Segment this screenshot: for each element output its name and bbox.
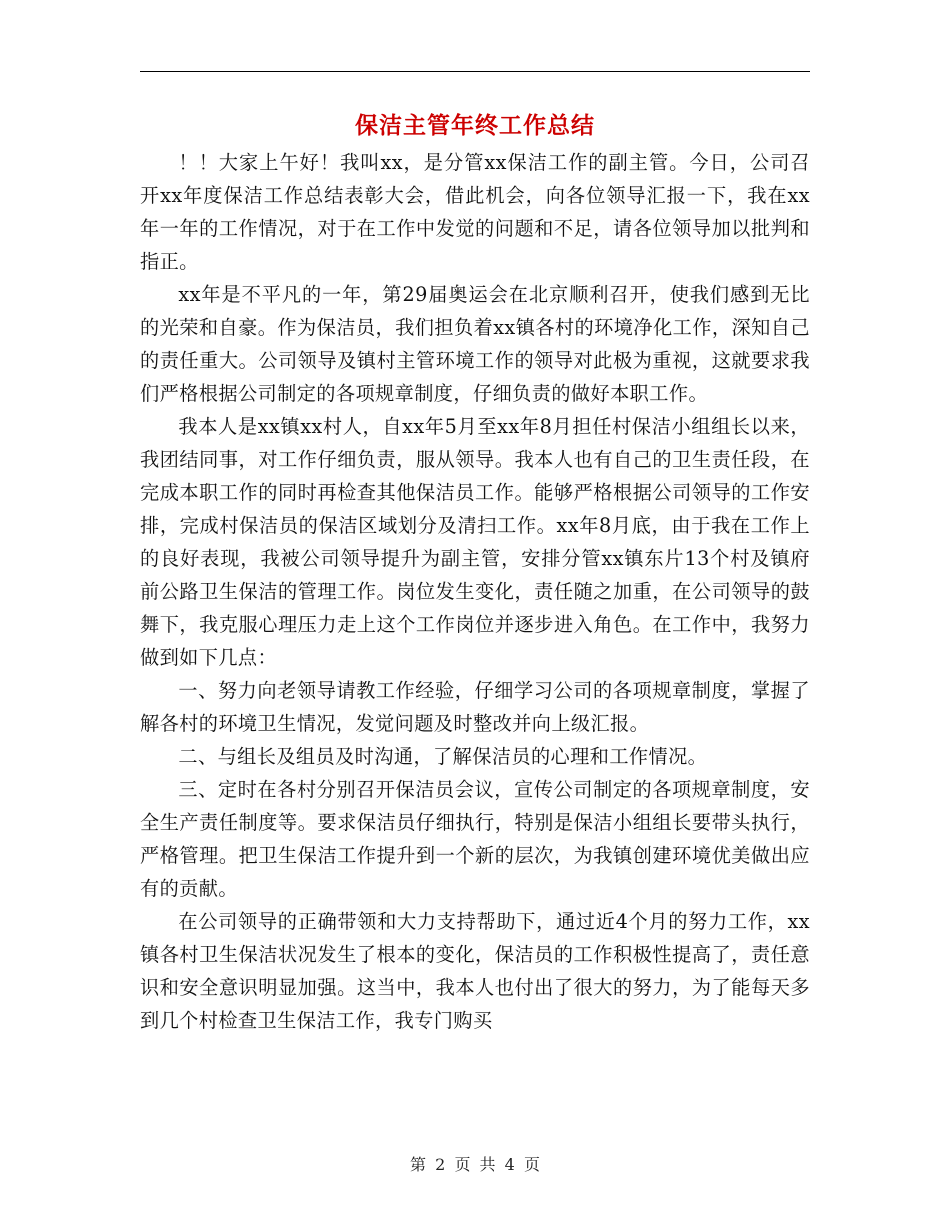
paragraph-personal-role: 我本人是xx镇xx村人，自xx年5月至xx年8月担任村保洁小组组长以来，我团结同事，对工作仔细负责，服从领导。我本人也有自己的卫生责任段，在完成本职工作的同时再检查其他保洁员工作。能够严格根据公司领导的工作安排，完成村保洁员的保洁区域划分及清扫工作。xx年8月底，由于我在工作上的良好表现，我被公司领导提升为副主管，安排分管xx镇东片13个村及镇府前公路卫生保洁的管理工作。岗位发生变化，责任随之加重，在公司领导的鼓舞下，我克服心理压力走上这个工作岗位并逐步进入角色。在工作中，我努力做到如下几点： [140,415,810,669]
paragraph-point-two: 二、与组长及组员及时沟通，了解保洁员的心理和工作情况。 [178,745,708,768]
paragraph-year-overview: xx年是不平凡的一年，第29届奥运会在北京顺利召开，使我们感到无比的光荣和自豪。作为保洁员，我们担负着xx镇各村的环境净化工作，深知自己的责任重大。公司领导及镇村主管环境工作的领导对此极为重视，这就要求我们严格根据公司制定的各项规章制度，仔细负责的做好本职工作。 [140,283,810,405]
paragraph-point-one: 一、努力向老领导请教工作经验，仔细学习公司的各项规章制度，掌握了解各村的环境卫生情况，发觉问题及时整改并向上级汇报。 [140,679,810,735]
footer-current-page: 2 [435,1155,446,1174]
footer-page-prefix: 第 [410,1155,427,1174]
footer-total-prefix: 共 [479,1155,496,1174]
paragraph-point-three: 三、定时在各村分别召开保洁员会议，宣传公司制定的各项规章制度，安全生产责任制度等。要求保洁员仔细执行，特别是保洁小组组长要带头执行，严格管理。把卫生保洁工作提升到一个新的层次，为我镇创建环境优美做出应有的贡献。 [140,778,810,900]
paragraph-greeting: ！！大家上午好！我叫xx，是分管xx保洁工作的副主管。今日，公司召开xx年度保洁工作总结表彰大会，借此机会，向各位领导汇报一下，我在xx年一年的工作情况，对于在工作中发觉的问题和不足，请各位领导加以批判和指正。 [140,151,810,273]
paragraph-results: 在公司领导的正确带领和大力支持帮助下，通过近4个月的努力工作，xx镇各村卫生保洁状况发生了根本的变化，保洁员的工作积极性提高了，责任意识和安全意识明显加强。这当中，我本人也付出了很大的努力，为了能每天多到几个村检查卫生保洁工作，我专门购买 [140,910,810,1032]
page-footer [140,1153,810,1177]
document-body [140,146,810,1037]
footer-page-mid: 页 [454,1155,471,1174]
document-title: 保洁主管年终工作总结 [355,112,595,139]
header-rule [140,71,810,72]
footer-total-pages: 4 [504,1155,515,1174]
footer-page-suffix: 页 [523,1155,540,1174]
